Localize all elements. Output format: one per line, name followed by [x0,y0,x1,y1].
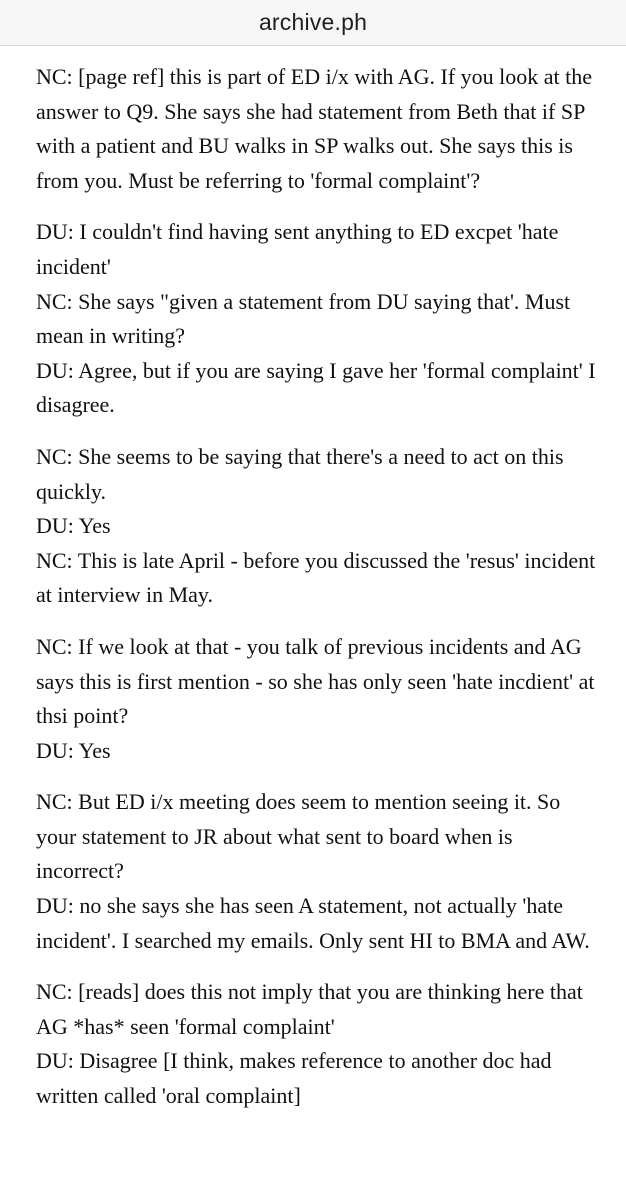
transcript-body [36,60,606,1131]
transcript-line: DU: I couldn't find having sent anything to ED excpet 'hate incident' [36,219,559,279]
transcript-paragraph [36,60,606,198]
transcript-paragraph [36,785,606,958]
transcript-line: NC: [page ref] this is part of ED i/x with AG. If you look at the answer to Q9. She says she had statement from Beth that if SP with a patient and BU walks in SP walks out. She says this is from you. Must be referring to 'formal complaint'? [36,64,593,193]
transcript-line: NC: But ED i/x meeting does seem to mention seeing it. So your statement to JR about what sent to board when is incorrect? [36,789,561,884]
transcript-line: NC: This is late April - before you discussed the 'resus' incident at interview in May. [36,547,596,608]
transcript-paragraph [36,215,606,423]
transcript-line: NC: If we look at that - you talk of previous incidents and AG says this is first mention - so she has only seen 'hate incdient' at thsi point? [36,633,595,729]
transcript-line: NC: [reads] does this not imply that you are thinking here that AG *has* seen 'formal complaint' [36,979,583,1039]
transcript-line: NC: She says "given a statement from DU saying that'. Must mean in writing? [36,288,571,349]
transcript-paragraph [36,975,606,1113]
transcript-line: DU: Agree, but if you are saying I gave her 'formal complaint' I disagree. [36,357,596,418]
transcript-line: DU: Yes [36,513,111,539]
transcript-line: DU: no she says she has seen A statement, not actually 'hate incident'. I searched my emails. Only sent HI to BMA and AW. [36,893,590,953]
transcript-paragraph [36,630,606,768]
browser-address-bar[interactable] [0,0,626,46]
address-url: archive.ph [258,9,368,35]
transcript-line: DU: Yes [36,737,111,763]
transcript-line: NC: She seems to be saying that there's a need to act on this quickly. [36,443,564,504]
transcript-paragraph [36,440,606,613]
transcript-line: DU: Disagree [I think, makes reference to another doc had written called 'oral complaint] [36,1048,552,1109]
